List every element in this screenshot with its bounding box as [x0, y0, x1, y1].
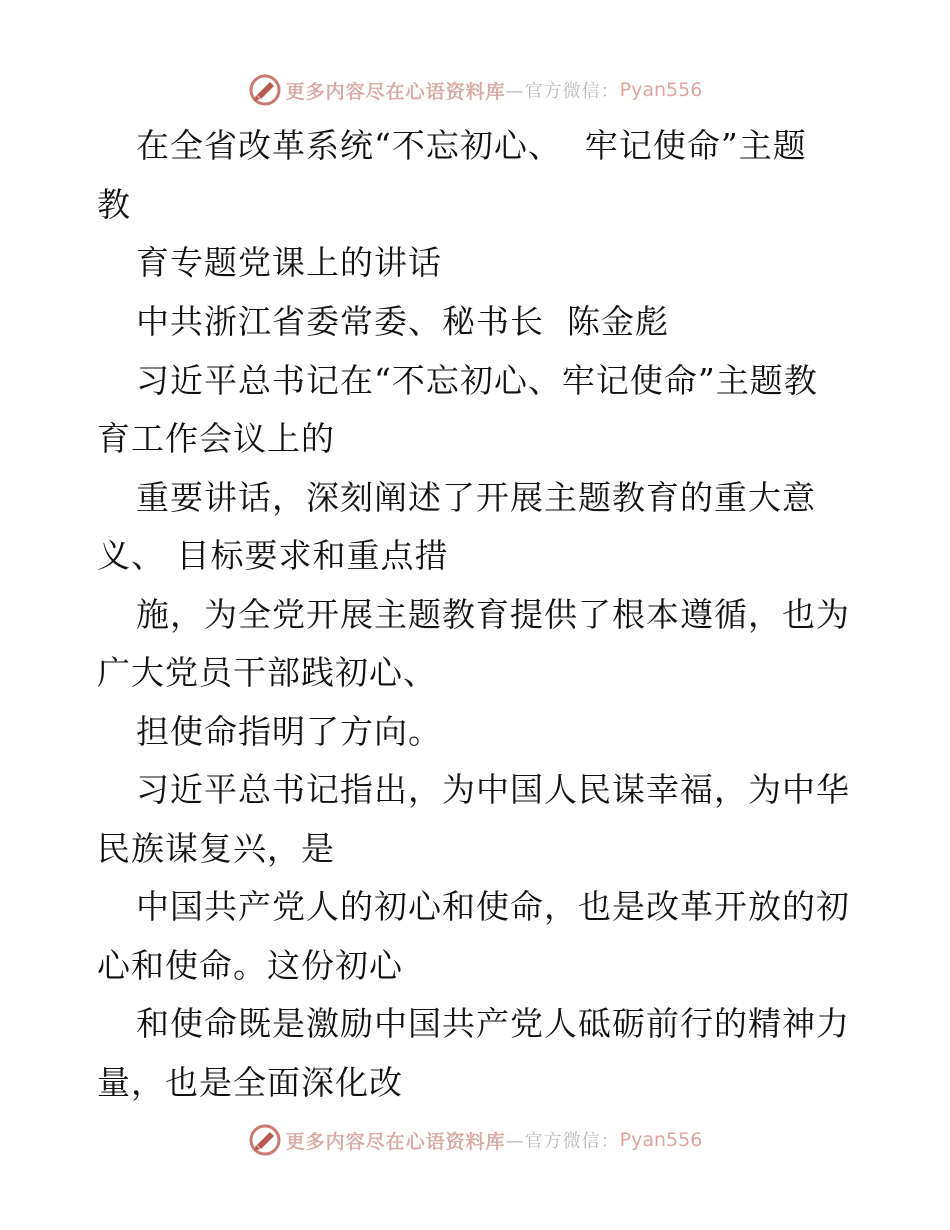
paragraph-line: 广大党员干部践初心、 — [97, 653, 437, 692]
paragraph-line: 民族谋复兴，是 — [97, 829, 335, 868]
paragraph-line: 施，为全党开展主题教育提供了根本遵循，也为 — [136, 595, 850, 634]
paragraph-line: 义、 目标要求和重点措 — [97, 536, 449, 575]
footer-watermark — [0, 1120, 950, 1160]
watermark-wechat-id: Pyan556 — [619, 1129, 703, 1151]
paragraph-line: 育工作会议上的 — [97, 419, 335, 458]
paragraph-line: 习近平总书记在“不忘初心、牢记使命”主题教 — [136, 361, 818, 400]
paragraph-line: 习近平总书记指出，为中国人民谋幸福，为中华 — [136, 770, 850, 809]
document-title-line-1: 在全省改革系统“不忘初心、 牢记使命”主题 — [136, 126, 807, 165]
paragraph-line: 和使命既是激励中国共产党人砥砺前行的精神力 — [136, 1004, 850, 1043]
header-watermark — [0, 70, 950, 110]
watermark-main-text: 更多内容尽在心语资料库 — [285, 1130, 506, 1153]
brand-logo-icon — [248, 1123, 282, 1157]
brand-logo-icon — [248, 73, 282, 107]
document-title-line-2: 教 — [97, 185, 131, 224]
watermark-wechat-id: Pyan556 — [619, 79, 703, 101]
paragraph-line: 量，也是全面深化改 — [97, 1063, 403, 1102]
paragraph-line: 重要讲话，深刻阐述了开展主题教育的重大意 — [136, 478, 816, 517]
paragraph-line: 中国共产党人的初心和使命，也是改革开放的初 — [136, 887, 850, 926]
watermark-sub-text: —官方微信： — [505, 1131, 620, 1152]
paragraph-line: 担使命指明了方向。 — [136, 712, 442, 751]
watermark-sub-text: —官方微信： — [505, 81, 620, 102]
paragraph-line: 心和使命。这份初心 — [97, 946, 403, 985]
watermark-main-text: 更多内容尽在心语资料库 — [285, 80, 506, 103]
document-author: 中共浙江省委常委、秘书长 陈金彪 — [136, 302, 669, 341]
document-title-line-3: 育专题党课上的讲话 — [136, 243, 442, 282]
